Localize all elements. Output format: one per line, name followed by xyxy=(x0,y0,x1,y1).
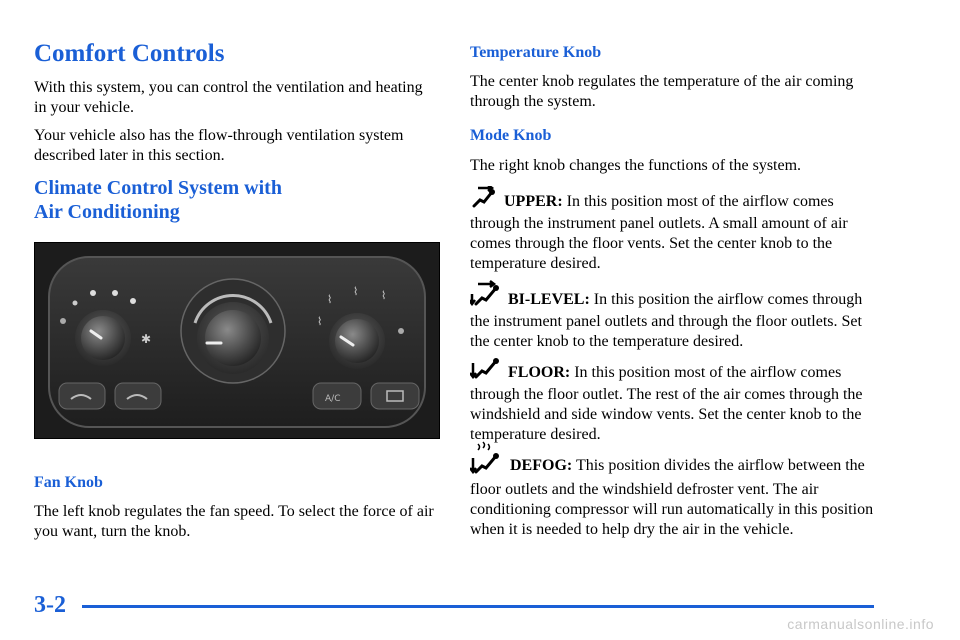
mode-defog-label: DEFOG: xyxy=(510,457,573,474)
mode-knob-heading: Mode Knob xyxy=(470,127,552,144)
intro-paragraph-1: With this system, you can control the ventilation and heating in your vehicle. xyxy=(34,79,423,116)
mode-upper-text: In this position most of the airflow comes through the instrument panel outlets. A small amount of air comes through the floor vents. Set the center knob to the temperature desired. xyxy=(470,193,848,272)
vent-defog-icon xyxy=(470,440,504,480)
climate-heading xyxy=(34,176,282,224)
svg-text:⌇: ⌇ xyxy=(381,289,387,302)
mode-defog xyxy=(470,440,880,540)
climate-heading-line1: Climate Control System with xyxy=(34,177,282,199)
mode-upper xyxy=(470,186,880,274)
svg-text:✱: ✱ xyxy=(141,332,152,346)
climate-heading-line2: Air Conditioning xyxy=(34,201,180,223)
ac-button-label: A/C xyxy=(325,394,341,404)
mode-bilevel-text: In this position the airflow comes through the instrument panel outlets and through the floor outlets. Set the center knob to the temperature desired. xyxy=(470,291,863,350)
climate-panel-illustration xyxy=(35,243,439,438)
svg-text:⌇: ⌇ xyxy=(317,315,323,328)
footer-divider xyxy=(82,605,874,608)
mode-defog-text: This position divides the airflow between the floor outlets and the windshield defroster vent. The air conditioning compressor will run automatically in this position when it is needed to help dry the air in the vehicle. xyxy=(470,457,874,538)
page-title: Comfort Controls xyxy=(34,40,225,67)
temperature-knob-heading: Temperature Knob xyxy=(470,44,602,61)
vent-floor-icon xyxy=(470,353,502,385)
mode-floor-text: In this position most of the airflow comes through the floor outlet. The rest of the air comes through the windshield and side window vents. Set the center knob to the temperature desired. xyxy=(470,364,863,443)
mode-bilevel xyxy=(470,280,880,352)
vent-bilevel-icon xyxy=(470,280,502,312)
page-number: 3-2 xyxy=(34,592,66,618)
fan-knob-text: The left knob regulates the fan speed. To select the force of air you want, turn the knob. xyxy=(34,503,434,540)
climate-control-panel-image xyxy=(34,242,440,439)
mode-upper-label: UPPER: xyxy=(504,193,563,210)
vent-upper-icon xyxy=(470,186,498,214)
mode-floor xyxy=(470,353,880,445)
mode-knob-text: The right knob changes the functions of the system. xyxy=(470,157,802,174)
svg-text:⌇: ⌇ xyxy=(327,293,333,306)
intro-paragraph-2: Your vehicle also has the flow-through ventilation system described later in this section. xyxy=(34,127,404,164)
mode-floor-label: FLOOR: xyxy=(508,364,571,381)
fan-knob-heading: Fan Knob xyxy=(34,474,103,491)
watermark: carmanualsonline.info xyxy=(787,616,934,632)
temperature-knob-text: The center knob regulates the temperature of the air coming through the system. xyxy=(470,73,854,110)
svg-text:⌇: ⌇ xyxy=(353,285,359,298)
mode-bilevel-label: BI-LEVEL: xyxy=(508,291,590,308)
